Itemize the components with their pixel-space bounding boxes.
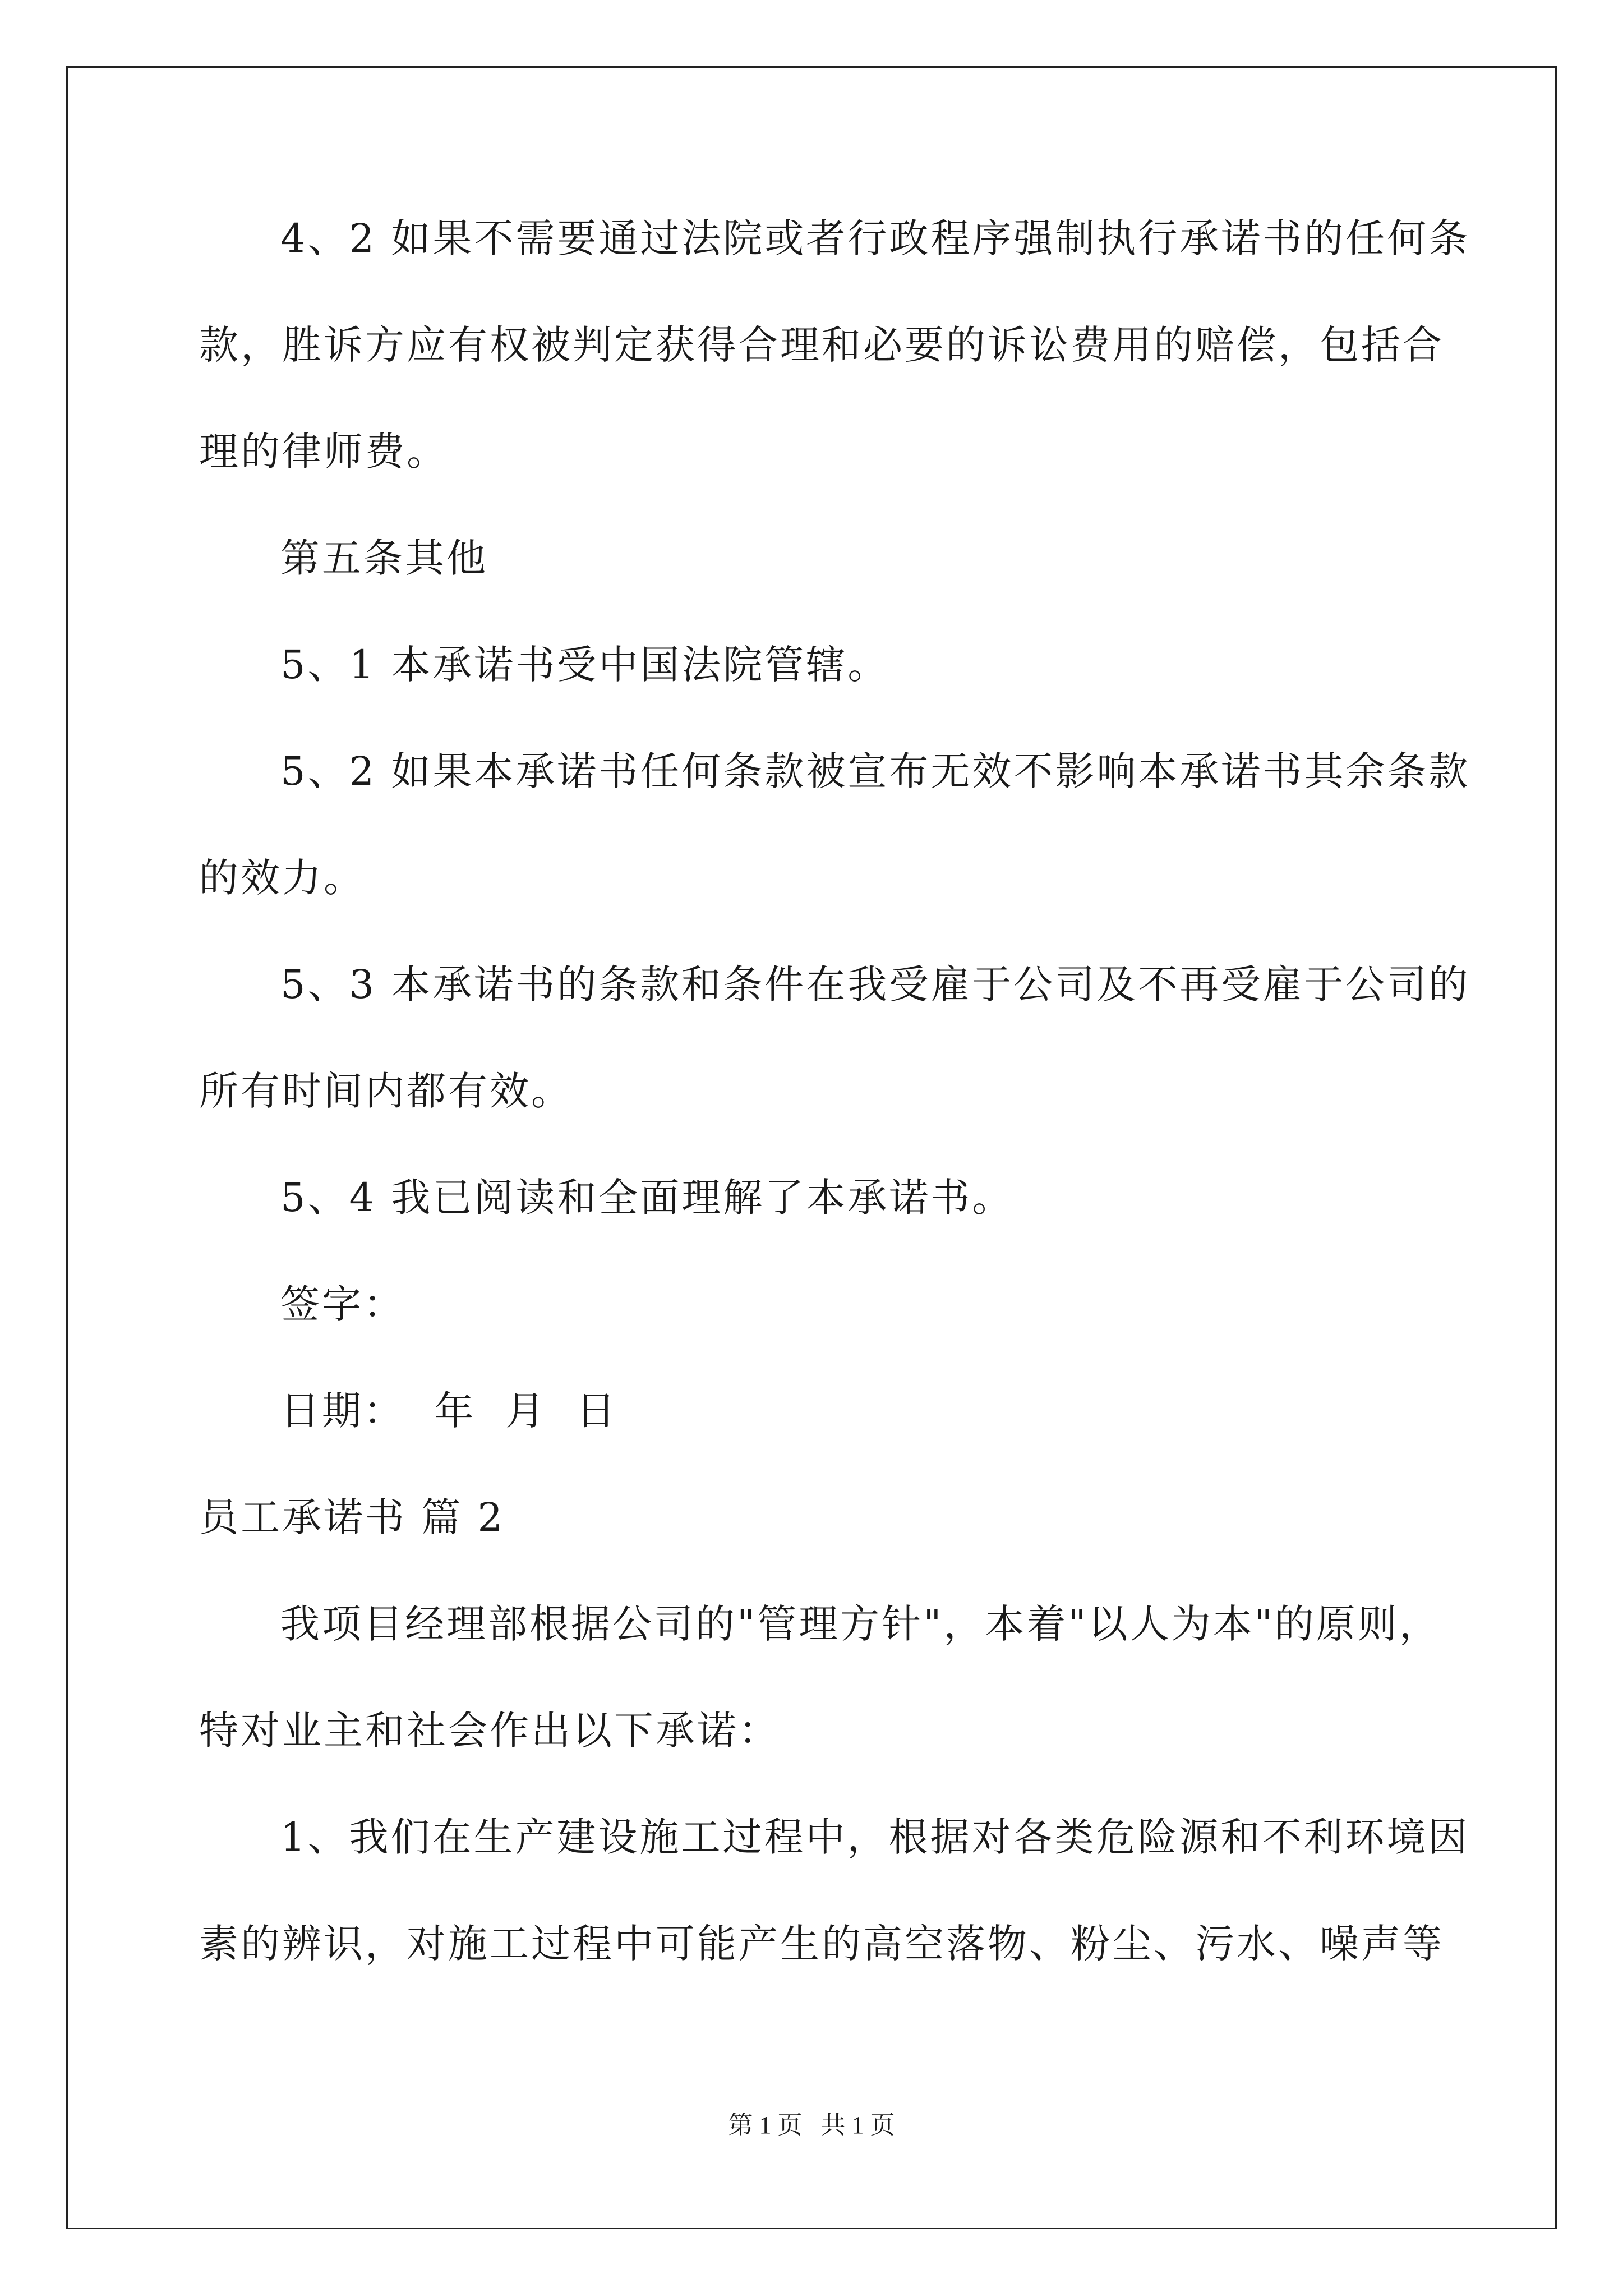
text-line: 我项目经理部根据公司的"管理方针"，本着"以人为本"的原则， — [280, 1601, 1441, 1647]
text-line: 5、4 我已阅读和全面理解了本承诺书。 — [280, 1175, 1014, 1221]
date-label: 日期： 年 月 日 — [280, 1388, 618, 1434]
section-title: 员工承诺书 篇 2 — [199, 1494, 505, 1540]
text-line: 特对业主和社会作出以下承诺： — [199, 1708, 780, 1754]
text-line: 的效力。 — [199, 855, 365, 901]
text-line: 素的辨识，对施工过程中可能产生的高空落物、粉尘、污水、噪声等 — [199, 1921, 1444, 1967]
text-line: 所有时间内都有效。 — [199, 1068, 573, 1114]
page-frame — [66, 66, 1557, 2229]
text-line: 5、3 本承诺书的条款和条件在我受雇于公司及不再受雇于公司的 — [280, 961, 1470, 1007]
page-number: 第 1 页 共 1 页 — [728, 2111, 895, 2139]
text-line: 1、我们在生产建设施工过程中，根据对各类危险源和不利环境因 — [280, 1814, 1470, 1860]
text-line: 款，胜诉方应有权被判定获得合理和必要的诉讼费用的赔偿，包括合 — [199, 322, 1444, 368]
text-line: 4、2 如果不需要通过法院或者行政程序强制执行承诺书的任何条 — [280, 215, 1470, 261]
text-line: 5、2 如果本承诺书任何条款被宣布无效不影响本承诺书其余条款 — [280, 748, 1470, 794]
text-line: 5、1 本承诺书受中国法院管辖。 — [280, 642, 889, 688]
text-line: 理的律师费。 — [199, 429, 448, 475]
section-heading: 第五条其他 — [280, 535, 488, 581]
signature-label: 签字： — [280, 1281, 405, 1327]
